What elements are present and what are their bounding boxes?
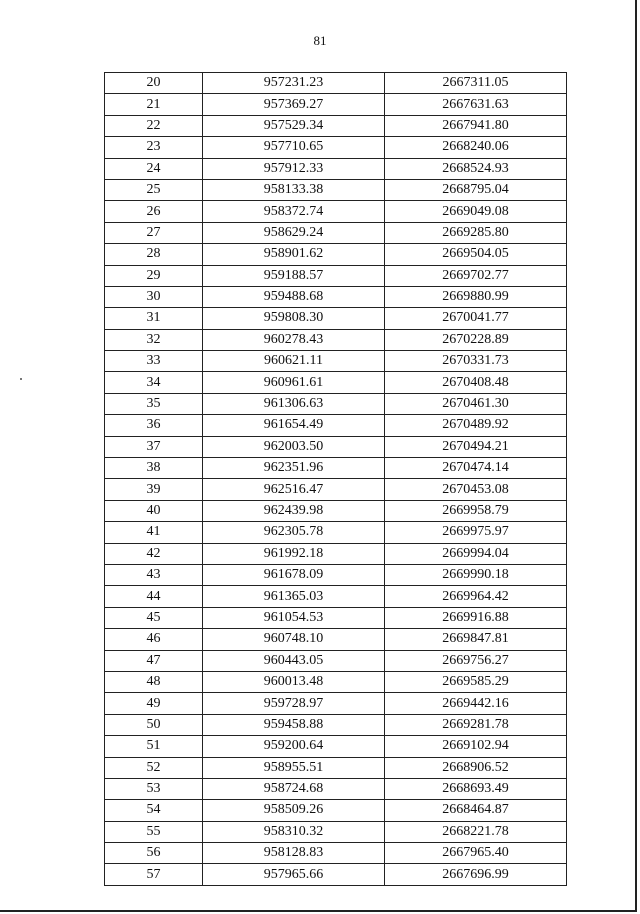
y-coordinate-cell: 2669975.97 — [385, 522, 567, 543]
table-row — [105, 650, 567, 671]
point-number-cell: 35 — [105, 393, 203, 414]
table-row — [105, 607, 567, 628]
x-coordinate-cell: 961654.49 — [203, 415, 385, 436]
x-coordinate-cell: 958629.24 — [203, 222, 385, 243]
table-row — [105, 94, 567, 115]
table-row — [105, 73, 567, 94]
x-coordinate-cell: 958724.68 — [203, 778, 385, 799]
y-coordinate-cell: 2669442.16 — [385, 693, 567, 714]
y-coordinate-cell: 2670228.89 — [385, 329, 567, 350]
x-coordinate-cell: 962003.50 — [203, 436, 385, 457]
point-number-cell: 21 — [105, 94, 203, 115]
page-number: 81 — [313, 33, 327, 48]
point-number-cell: 46 — [105, 629, 203, 650]
y-coordinate-cell: 2668524.93 — [385, 158, 567, 179]
x-coordinate-cell: 957965.66 — [203, 864, 385, 885]
y-coordinate-cell: 2670461.30 — [385, 393, 567, 414]
table-row — [105, 137, 567, 158]
point-number-cell: 26 — [105, 201, 203, 222]
y-coordinate-cell: 2670041.77 — [385, 308, 567, 329]
y-coordinate-cell: 2669964.42 — [385, 586, 567, 607]
table-row — [105, 564, 567, 585]
point-number-cell: 45 — [105, 607, 203, 628]
table-row — [105, 778, 567, 799]
table-row — [105, 671, 567, 692]
table-row — [105, 458, 567, 479]
table-row — [105, 714, 567, 735]
x-coordinate-cell: 958955.51 — [203, 757, 385, 778]
table-row — [105, 436, 567, 457]
y-coordinate-cell: 2669585.29 — [385, 671, 567, 692]
point-number-cell: 24 — [105, 158, 203, 179]
point-number-cell: 20 — [105, 73, 203, 94]
y-coordinate-cell: 2668221.78 — [385, 821, 567, 842]
x-coordinate-cell: 958310.32 — [203, 821, 385, 842]
point-number-cell: 36 — [105, 415, 203, 436]
y-coordinate-cell: 2669916.88 — [385, 607, 567, 628]
x-coordinate-cell: 957529.34 — [203, 115, 385, 136]
point-number-cell: 47 — [105, 650, 203, 671]
table-row — [105, 351, 567, 372]
x-coordinate-cell: 961306.63 — [203, 393, 385, 414]
x-coordinate-cell: 958133.38 — [203, 179, 385, 200]
y-coordinate-cell: 2669281.78 — [385, 714, 567, 735]
point-number-cell: 40 — [105, 500, 203, 521]
table-row — [105, 222, 567, 243]
point-number-cell: 54 — [105, 800, 203, 821]
point-number-cell: 44 — [105, 586, 203, 607]
table-row — [105, 800, 567, 821]
x-coordinate-cell: 957369.27 — [203, 94, 385, 115]
point-number-cell: 23 — [105, 137, 203, 158]
x-coordinate-cell: 957912.33 — [203, 158, 385, 179]
x-coordinate-cell: 957710.65 — [203, 137, 385, 158]
y-coordinate-cell: 2667311.05 — [385, 73, 567, 94]
y-coordinate-cell: 2667965.40 — [385, 843, 567, 864]
y-coordinate-cell: 2669994.04 — [385, 543, 567, 564]
y-coordinate-cell: 2670453.08 — [385, 479, 567, 500]
point-number-cell: 41 — [105, 522, 203, 543]
table-row — [105, 586, 567, 607]
point-number-cell: 28 — [105, 244, 203, 265]
y-coordinate-cell: 2667941.80 — [385, 115, 567, 136]
y-coordinate-cell: 2668795.04 — [385, 179, 567, 200]
table-row — [105, 329, 567, 350]
y-coordinate-cell: 2670331.73 — [385, 351, 567, 372]
table-row — [105, 500, 567, 521]
table-row — [105, 736, 567, 757]
x-coordinate-cell: 961365.03 — [203, 586, 385, 607]
table-row — [105, 201, 567, 222]
x-coordinate-cell: 958372.74 — [203, 201, 385, 222]
x-coordinate-cell: 961992.18 — [203, 543, 385, 564]
point-number-cell: 50 — [105, 714, 203, 735]
y-coordinate-cell: 2670489.92 — [385, 415, 567, 436]
table-row — [105, 864, 567, 885]
x-coordinate-cell: 960621.11 — [203, 351, 385, 372]
x-coordinate-cell: 959200.64 — [203, 736, 385, 757]
point-number-cell: 29 — [105, 265, 203, 286]
x-coordinate-cell: 958901.62 — [203, 244, 385, 265]
x-coordinate-cell: 960443.05 — [203, 650, 385, 671]
table-row — [105, 179, 567, 200]
y-coordinate-cell: 2669990.18 — [385, 564, 567, 585]
x-coordinate-cell: 962439.98 — [203, 500, 385, 521]
table-row — [105, 522, 567, 543]
point-number-cell: 25 — [105, 179, 203, 200]
coordinate-table-body — [105, 73, 567, 886]
table-row — [105, 693, 567, 714]
x-coordinate-cell: 962305.78 — [203, 522, 385, 543]
y-coordinate-cell: 2670494.21 — [385, 436, 567, 457]
x-coordinate-cell: 958128.83 — [203, 843, 385, 864]
point-number-cell: 31 — [105, 308, 203, 329]
y-coordinate-cell: 2670408.48 — [385, 372, 567, 393]
point-number-cell: 43 — [105, 564, 203, 585]
table-row — [105, 115, 567, 136]
x-coordinate-cell: 957231.23 — [203, 73, 385, 94]
point-number-cell: 38 — [105, 458, 203, 479]
table-row — [105, 265, 567, 286]
table-row — [105, 479, 567, 500]
table-row — [105, 393, 567, 414]
point-number-cell: 37 — [105, 436, 203, 457]
x-coordinate-cell: 960748.10 — [203, 629, 385, 650]
y-coordinate-cell: 2668464.87 — [385, 800, 567, 821]
x-coordinate-cell: 959808.30 — [203, 308, 385, 329]
x-coordinate-cell: 962516.47 — [203, 479, 385, 500]
point-number-cell: 51 — [105, 736, 203, 757]
y-coordinate-cell: 2669847.81 — [385, 629, 567, 650]
y-coordinate-cell: 2669880.99 — [385, 286, 567, 307]
x-coordinate-cell: 958509.26 — [203, 800, 385, 821]
point-number-cell: 52 — [105, 757, 203, 778]
y-coordinate-cell: 2668693.49 — [385, 778, 567, 799]
x-coordinate-cell: 959728.97 — [203, 693, 385, 714]
point-number-cell: 53 — [105, 778, 203, 799]
point-number-cell: 32 — [105, 329, 203, 350]
table-row — [105, 843, 567, 864]
table-row — [105, 415, 567, 436]
table-row — [105, 757, 567, 778]
table-row — [105, 821, 567, 842]
x-coordinate-cell: 961678.09 — [203, 564, 385, 585]
point-number-cell: 55 — [105, 821, 203, 842]
x-coordinate-cell: 960961.61 — [203, 372, 385, 393]
coordinate-table — [104, 72, 567, 886]
y-coordinate-cell: 2669504.05 — [385, 244, 567, 265]
table-row — [105, 308, 567, 329]
y-coordinate-cell: 2669702.77 — [385, 265, 567, 286]
point-number-cell: 56 — [105, 843, 203, 864]
y-coordinate-cell: 2669285.80 — [385, 222, 567, 243]
table-row — [105, 543, 567, 564]
table-row — [105, 158, 567, 179]
point-number-cell: 42 — [105, 543, 203, 564]
table-row — [105, 372, 567, 393]
y-coordinate-cell: 2668240.06 — [385, 137, 567, 158]
y-coordinate-cell: 2669756.27 — [385, 650, 567, 671]
point-number-cell: 57 — [105, 864, 203, 885]
y-coordinate-cell: 2667631.63 — [385, 94, 567, 115]
table-row — [105, 244, 567, 265]
point-number-cell: 39 — [105, 479, 203, 500]
y-coordinate-cell: 2669102.94 — [385, 736, 567, 757]
x-coordinate-cell: 962351.96 — [203, 458, 385, 479]
point-number-cell: 27 — [105, 222, 203, 243]
y-coordinate-cell: 2669958.79 — [385, 500, 567, 521]
point-number-cell: 49 — [105, 693, 203, 714]
point-number-cell: 22 — [105, 115, 203, 136]
point-number-cell: 30 — [105, 286, 203, 307]
x-coordinate-cell: 959488.68 — [203, 286, 385, 307]
point-number-cell: 48 — [105, 671, 203, 692]
scan-speck — [20, 378, 22, 380]
y-coordinate-cell: 2670474.14 — [385, 458, 567, 479]
x-coordinate-cell: 960278.43 — [203, 329, 385, 350]
y-coordinate-cell: 2669049.08 — [385, 201, 567, 222]
point-number-cell: 34 — [105, 372, 203, 393]
x-coordinate-cell: 960013.48 — [203, 671, 385, 692]
x-coordinate-cell: 959188.57 — [203, 265, 385, 286]
y-coordinate-cell: 2668906.52 — [385, 757, 567, 778]
y-coordinate-cell: 2667696.99 — [385, 864, 567, 885]
point-number-cell: 33 — [105, 351, 203, 372]
table-row — [105, 629, 567, 650]
x-coordinate-cell: 961054.53 — [203, 607, 385, 628]
table-row — [105, 286, 567, 307]
x-coordinate-cell: 959458.88 — [203, 714, 385, 735]
